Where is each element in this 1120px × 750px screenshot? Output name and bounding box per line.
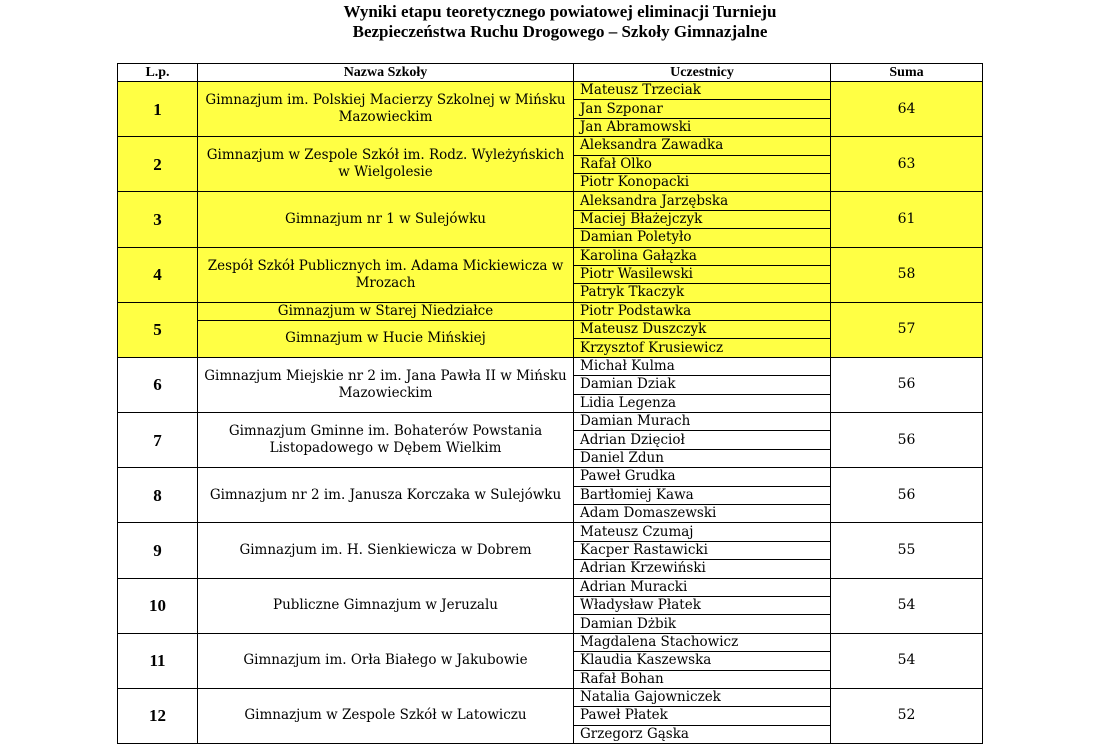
participant-name: Damian Dziak [574,376,831,394]
school-name: Gimnazjum Gminne im. Bohaterów Powstania Listopadowego w Dębem Wielkim [198,413,574,468]
participant-name: Piotr Podstawka [574,302,831,320]
participant-name: Daniel Zdun [574,449,831,467]
participant-name: Grzegorz Gąska [574,725,831,743]
row-lp: 7 [118,413,198,468]
row-lp: 5 [118,302,198,357]
score-sum: 56 [831,413,983,468]
score-sum: 54 [831,578,983,633]
header-school: Nazwa Szkoły [198,64,574,82]
participant-name: Damian Dżbik [574,615,831,633]
table-row [118,82,983,100]
participant-name: Mateusz Duszczyk [574,321,831,339]
table-header-row [118,64,983,82]
participant-name: Damian Poletyło [574,229,831,247]
table-row [118,302,983,320]
school-name: Gimnazjum nr 1 w Sulejówku [198,192,574,247]
table-row [118,247,983,265]
header-members: Uczestnicy [574,64,831,82]
participant-name: Magdalena Stachowicz [574,633,831,651]
participant-name: Adrian Muracki [574,578,831,596]
table-row [118,192,983,210]
table-row [118,137,983,155]
participant-name: Michał Kulma [574,357,831,375]
table-row [118,523,983,541]
participant-name: Patryk Tkaczyk [574,284,831,302]
table-row [118,468,983,486]
participant-name: Aleksandra Zawadka [574,137,831,155]
row-lp: 4 [118,247,198,302]
participant-name: Adrian Dzięcioł [574,431,831,449]
row-lp: 8 [118,468,198,523]
score-sum: 56 [831,357,983,412]
participant-name: Władysław Płatek [574,596,831,614]
header-lp: L.p. [118,64,198,82]
table-row [118,413,983,431]
participant-name: Maciej Błażejczyk [574,210,831,228]
table-row [118,578,983,596]
row-lp: 9 [118,523,198,578]
document-title [0,2,1120,42]
score-sum: 64 [831,82,983,137]
participant-name: Aleksandra Jarzębska [574,192,831,210]
row-lp: 1 [118,82,198,137]
score-sum: 57 [831,302,983,357]
title-line-1: Wyniki etapu teoretycznego powiatowej eliminacji Turnieju [343,2,777,21]
header-sum: Suma [831,64,983,82]
participant-name: Mateusz Czumaj [574,523,831,541]
participant-name: Krzysztof Krusiewicz [574,339,831,357]
participant-name: Klaudia Kaszewska [574,652,831,670]
score-sum: 54 [831,633,983,688]
school-name: Gimnazjum w Starej Niedziałce [198,302,574,320]
participant-name: Karolina Gałązka [574,247,831,265]
row-lp: 6 [118,357,198,412]
school-name: Publiczne Gimnazjum w Jeruzalu [198,578,574,633]
participant-name: Paweł Płatek [574,707,831,725]
title-line-2: Bezpieczeństwa Ruchu Drogowego – Szkoły Gimnazjalne [352,22,768,41]
score-sum: 55 [831,523,983,578]
school-name: Gimnazjum im. H. Sienkiewicza w Dobrem [198,523,574,578]
participant-name: Adrian Krzewiński [574,560,831,578]
school-name: Gimnazjum w Zespole Szkół im. Rodz. Wyleżyńskich w Wielgolesie [198,137,574,192]
school-name: Gimnazjum im. Polskiej Macierzy Szkolnej w Mińsku Mazowieckim [198,82,574,137]
row-lp: 3 [118,192,198,247]
score-sum: 56 [831,468,983,523]
school-name: Gimnazjum Miejskie nr 2 im. Jana Pawła II w Mińsku Mazowieckim [198,357,574,412]
score-sum: 58 [831,247,983,302]
school-name: Gimnazjum im. Orła Białego w Jakubowie [198,633,574,688]
school-name: Gimnazjum w Hucie Mińskiej [198,321,574,358]
score-sum: 52 [831,688,983,743]
row-lp: 11 [118,633,198,688]
participant-name: Adam Domaszewski [574,504,831,522]
participant-name: Jan Szponar [574,100,831,118]
results-table [117,63,983,744]
participant-name: Piotr Wasilewski [574,265,831,283]
score-sum: 63 [831,137,983,192]
participant-name: Lidia Legenza [574,394,831,412]
row-lp: 12 [118,688,198,743]
school-name: Gimnazjum nr 2 im. Janusza Korczaka w Sulejówku [198,468,574,523]
participant-name: Paweł Grudka [574,468,831,486]
participant-name: Bartłomiej Kawa [574,486,831,504]
participant-name: Piotr Konopacki [574,173,831,191]
participant-name: Natalia Gajowniczek [574,688,831,706]
school-name: Zespół Szkół Publicznych im. Adama Mickiewicza w Mrozach [198,247,574,302]
participant-name: Rafał Olko [574,155,831,173]
participant-name: Mateusz Trzeciak [574,82,831,100]
table-row [118,688,983,706]
table-row [118,633,983,651]
participant-name: Kacper Rastawicki [574,541,831,559]
row-lp: 10 [118,578,198,633]
participant-name: Rafał Bohan [574,670,831,688]
participant-name: Damian Murach [574,413,831,431]
score-sum: 61 [831,192,983,247]
participant-name: Jan Abramowski [574,118,831,136]
school-name: Gimnazjum w Zespole Szkół w Latowiczu [198,688,574,743]
table-body [118,82,983,744]
row-lp: 2 [118,137,198,192]
table-row [118,357,983,375]
